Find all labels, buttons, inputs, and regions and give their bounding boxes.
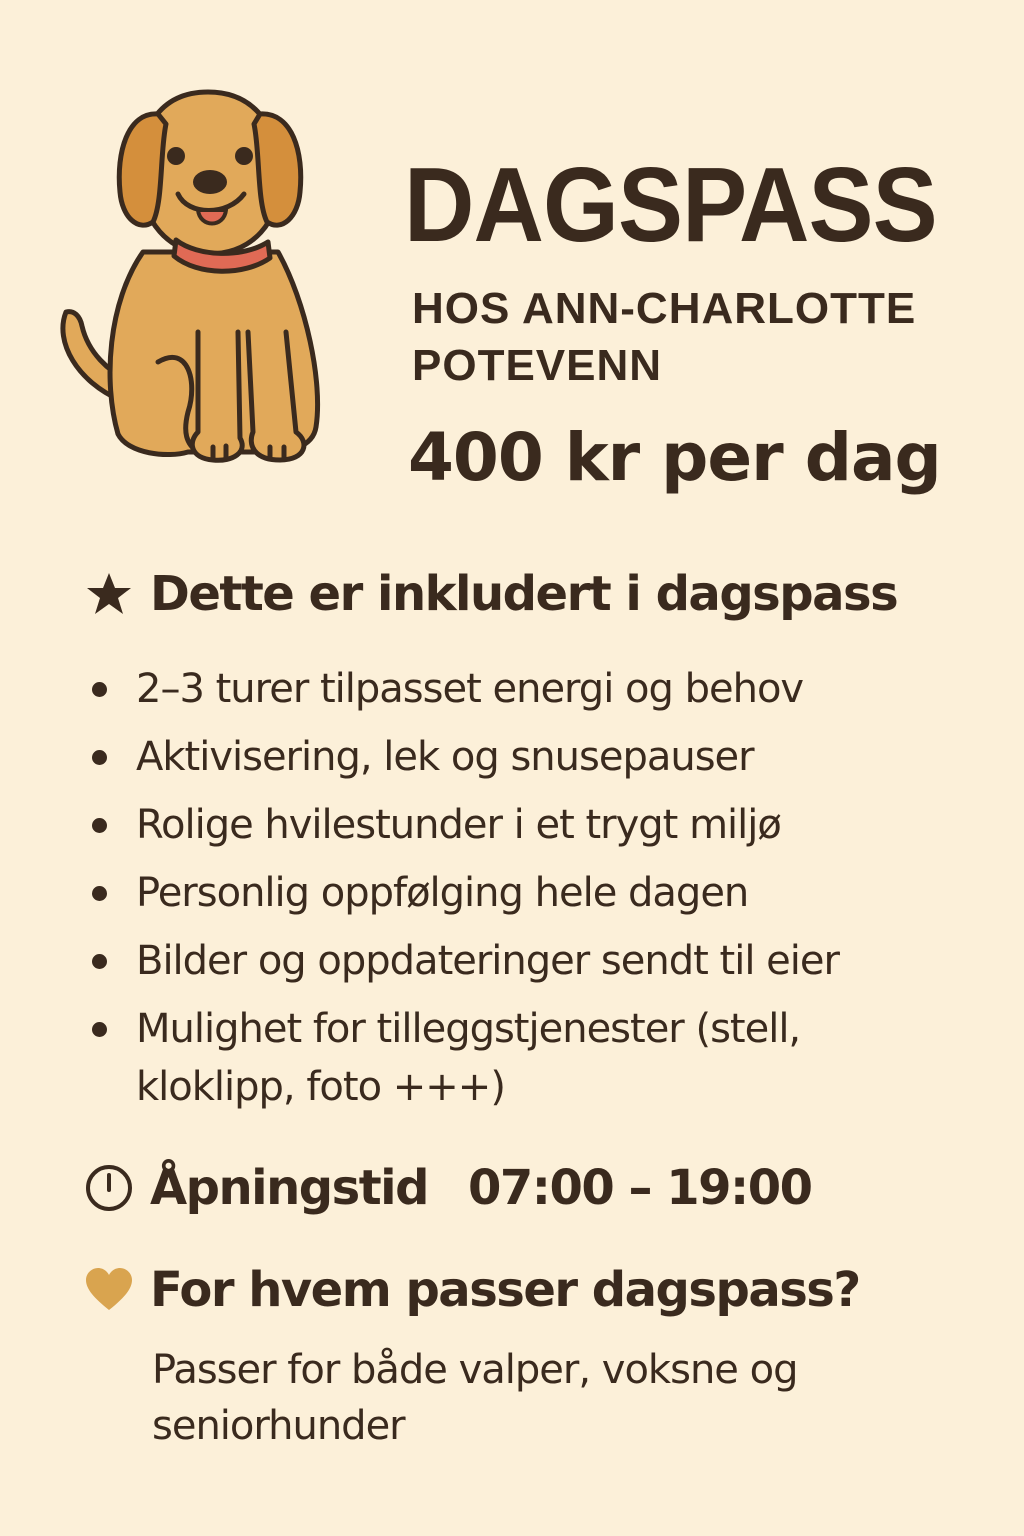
included-list [88, 655, 968, 1116]
list-item: Personlig oppfølging hele dagen [88, 859, 968, 927]
bullet-icon [92, 1022, 107, 1037]
bullet-icon [92, 682, 107, 697]
page-subtitle: HOS ANN-CHARLOTTE POTEVENN [412, 284, 917, 390]
page-title: DAGSPASS [404, 146, 937, 264]
for-who-description: Passer for både valper, voksne og seniorhunder [152, 1347, 798, 1449]
list-item: 2–3 turer tilpasset energi og behov [88, 655, 968, 723]
for-who-heading [84, 1262, 860, 1318]
for-who-heading-text: For hvem passer dagspass? [150, 1262, 860, 1318]
dog-icon [48, 82, 358, 474]
included-heading [84, 566, 897, 622]
bullet-icon [92, 750, 107, 765]
included-heading-text: Dette er inkludert i dagspass [150, 566, 898, 622]
hours-label: Åpningstid [150, 1160, 428, 1216]
bullet-icon [92, 954, 107, 969]
puppy-illustration [48, 82, 358, 474]
clock-icon [84, 1163, 134, 1213]
hours-value: 07:00 – 19:00 [468, 1160, 812, 1216]
price-label: 400 kr per dag [408, 419, 941, 496]
list-item: Bilder og oppdateringer sendt til eier [88, 927, 968, 995]
list-item: Rolige hvilestunder i et trygt miljø [88, 791, 968, 859]
bullet-icon [92, 886, 107, 901]
list-item: Aktivisering, lek og snusepauser [88, 723, 968, 791]
heart-icon [84, 1265, 134, 1315]
list-item: Mulighet for tilleggstjenester (stell, kloklipp, foto +++) [88, 1000, 968, 1116]
opening-hours [84, 1160, 812, 1216]
bullet-icon [92, 818, 107, 833]
star-icon [84, 569, 134, 619]
